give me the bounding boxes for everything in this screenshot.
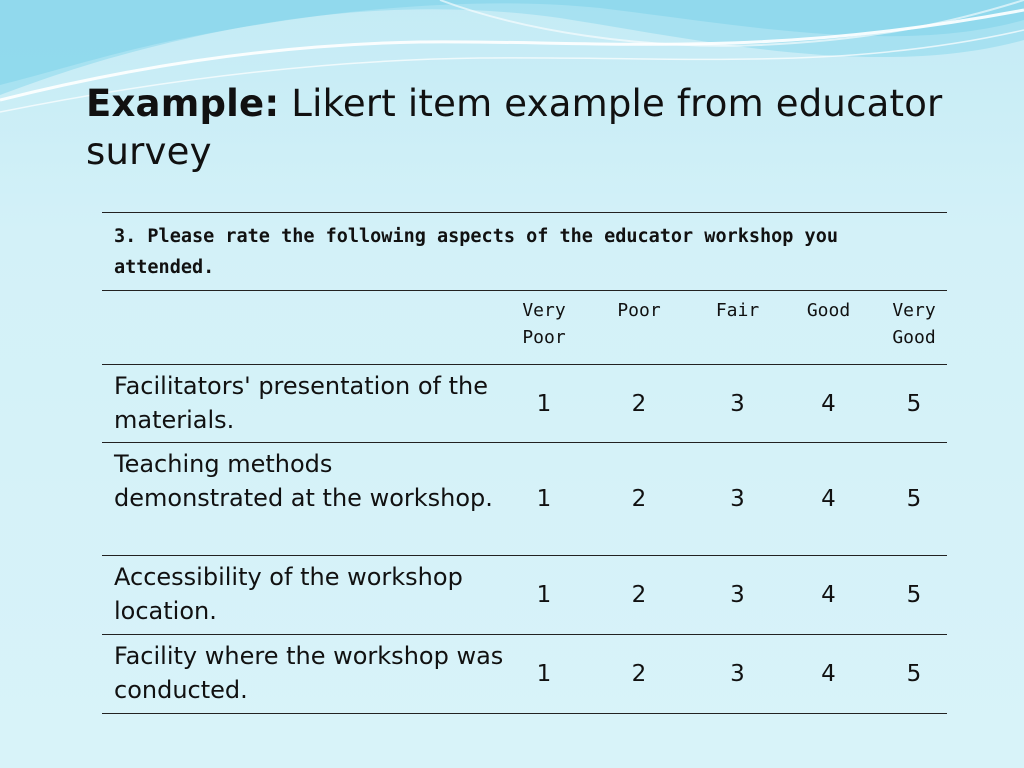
rating-5: 5	[881, 635, 947, 714]
rating-2: 2	[579, 365, 699, 443]
scale-label-fair: Fair	[699, 291, 776, 365]
rating-1: 1	[509, 635, 579, 714]
rating-4: 4	[776, 443, 881, 556]
rating-2: 2	[579, 635, 699, 714]
rating-3: 3	[699, 635, 776, 714]
table-row	[102, 365, 947, 443]
rating-1: 1	[509, 443, 579, 556]
title-text: Likert item example from educator survey	[86, 82, 943, 173]
rating-5: 5	[881, 556, 947, 635]
survey-table	[102, 212, 947, 714]
item-label: Teaching methods demonstrated at the workshop.	[102, 443, 509, 556]
table-row	[102, 443, 947, 556]
rating-4: 4	[776, 635, 881, 714]
rating-2: 2	[579, 443, 699, 556]
scale-header-row	[102, 291, 947, 365]
item-label: Facilitators' presentation of the materials.	[102, 365, 509, 443]
rating-4: 4	[776, 556, 881, 635]
scale-label-good: Good	[776, 291, 881, 365]
item-label: Facility where the workshop was conducted.	[102, 635, 509, 714]
rating-3: 3	[699, 365, 776, 443]
rating-1: 1	[509, 365, 579, 443]
rating-5: 5	[881, 443, 947, 556]
slide-title	[86, 80, 946, 176]
question-text: 3. Please rate the following aspects of the educator workshop you attended.	[102, 212, 947, 291]
table-row	[102, 556, 947, 635]
title-box	[86, 80, 946, 200]
rating-table	[102, 291, 947, 714]
scale-label-poor: Poor	[579, 291, 699, 365]
item-header	[102, 291, 509, 365]
rating-4: 4	[776, 365, 881, 443]
item-label: Accessibility of the workshop location.	[102, 556, 509, 635]
rating-1: 1	[509, 556, 579, 635]
rating-3: 3	[699, 556, 776, 635]
rating-5: 5	[881, 365, 947, 443]
rating-3: 3	[699, 443, 776, 556]
table-row	[102, 635, 947, 714]
title-bold: Example:	[86, 82, 280, 125]
scale-label-very-good: Very Good	[881, 291, 947, 365]
scale-label-very-poor: Very Poor	[509, 291, 579, 365]
rating-2: 2	[579, 556, 699, 635]
